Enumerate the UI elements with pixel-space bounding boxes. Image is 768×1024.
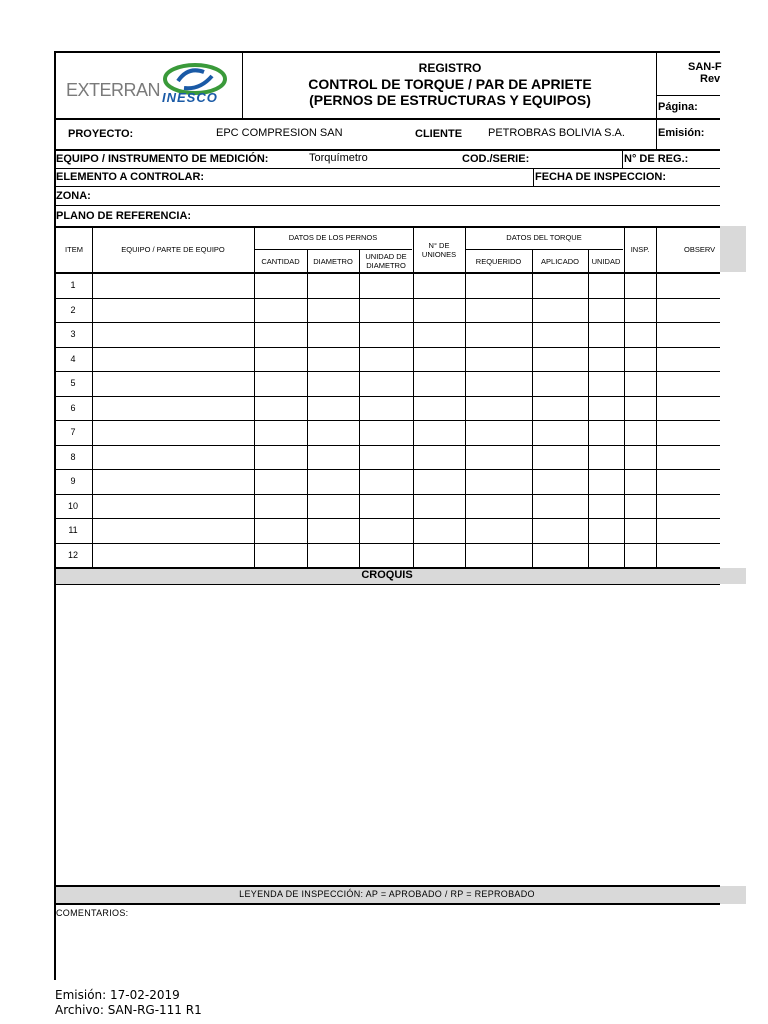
table-row [54,518,720,543]
row-number: 11 [68,525,78,535]
revision-label: Rev [700,73,721,85]
table-header-diameter-unit [359,252,413,270]
croquis-title: CROQUIS [361,569,413,581]
footer-emission: Emisión: 17-02-2019 [55,988,180,1002]
table-header-applied: APLICADO [541,257,579,266]
unions-line-2: UNIONES [421,250,457,259]
table-header-bolts-group: DATOS DE LOS PERNOS [288,233,378,242]
inspection-legend: LEYENDA DE INSPECCIÓN: AP = APROBADO / RP = REPROBADO [239,889,535,899]
diameter-unit-line-2: DIAMETRO [366,261,406,270]
table-header-equipment: EQUIPO / PARTE DE EQUIPO [121,245,225,254]
exterran-logo-text: EXTERRAN [66,80,161,100]
row-number: 4 [70,353,76,364]
emission-label: Emisión: [658,127,705,139]
table-row [54,420,720,445]
reference-plan-label: PLANO DE REFERENCIA: [56,210,192,222]
row-number: 6 [70,402,76,413]
inspection-date-label: FECHA DE INSPECCION: [535,171,666,183]
croquis-area [54,585,720,885]
table-row [54,322,720,347]
table-header-required: REQUERIDO [475,257,522,266]
table-row [54,371,720,396]
table-header-quantity: CANTIDAD [261,257,300,266]
equipment-label: EQUIPO / INSTRUMENTO DE MEDICIÓN: [56,153,269,165]
row-number: 2 [70,304,76,315]
element-label: ELEMENTO A CONTROLAR: [56,171,205,183]
footer-file: Archivo: SAN-RG-111 R1 [55,1003,202,1017]
inesco-logo-text: INESCO [162,90,218,105]
table-header-observations: OBSERV [684,245,716,254]
table-header-diameter: DIAMETRO [313,257,353,266]
zone-label: ZONA: [56,190,91,202]
table-header-torque-group: DATOS DEL TORQUE [506,233,582,242]
diameter-unit-line-1: UNIDAD DE [365,252,407,261]
table-row [54,543,720,568]
row-number: 7 [70,427,76,437]
table-row [54,469,720,494]
client-value: PETROBRAS BOLIVIA S.A. [488,127,625,139]
table-row [54,298,720,323]
registration-label: N° DE REG.: [624,153,689,165]
title-line-2: CONTROL DE TORQUE / PAR DE APRIETE [308,76,592,92]
table-row [54,273,720,298]
comments-label: COMENTARIOS: [56,908,129,918]
equipment-value: Torquímetro [309,152,368,164]
row-number: 8 [70,451,76,462]
row-number: 5 [70,378,76,388]
table-row [54,347,720,372]
table-row [54,494,720,519]
row-number: 10 [67,500,78,511]
unions-line-1: N° DE [428,241,450,250]
page-label: Página: [658,101,698,113]
row-number: 12 [67,549,78,560]
row-number: 9 [70,476,76,486]
title-line-3: (PERNOS DE ESTRUCTURAS Y EQUIPOS) [309,92,591,108]
serial-label: COD./SERIE: [462,153,530,165]
company-logo [62,60,237,110]
title-line-1: REGISTRO [418,61,482,75]
project-value: EPC COMPRESION SAN [216,127,343,139]
document-title [243,60,657,108]
row-number: 1 [70,280,76,290]
table-header-unions [413,241,465,259]
project-label: PROYECTO: [68,128,134,140]
document-code: SAN-F [688,61,722,73]
table-header-unit: UNIDAD [591,257,621,266]
table-row [54,445,720,470]
table-header-insp: INSP. [630,245,650,254]
table-header-item: ITEM [65,245,83,254]
table-row [54,396,720,421]
row-number: 3 [70,329,76,339]
client-label: CLIENTE [415,128,463,140]
